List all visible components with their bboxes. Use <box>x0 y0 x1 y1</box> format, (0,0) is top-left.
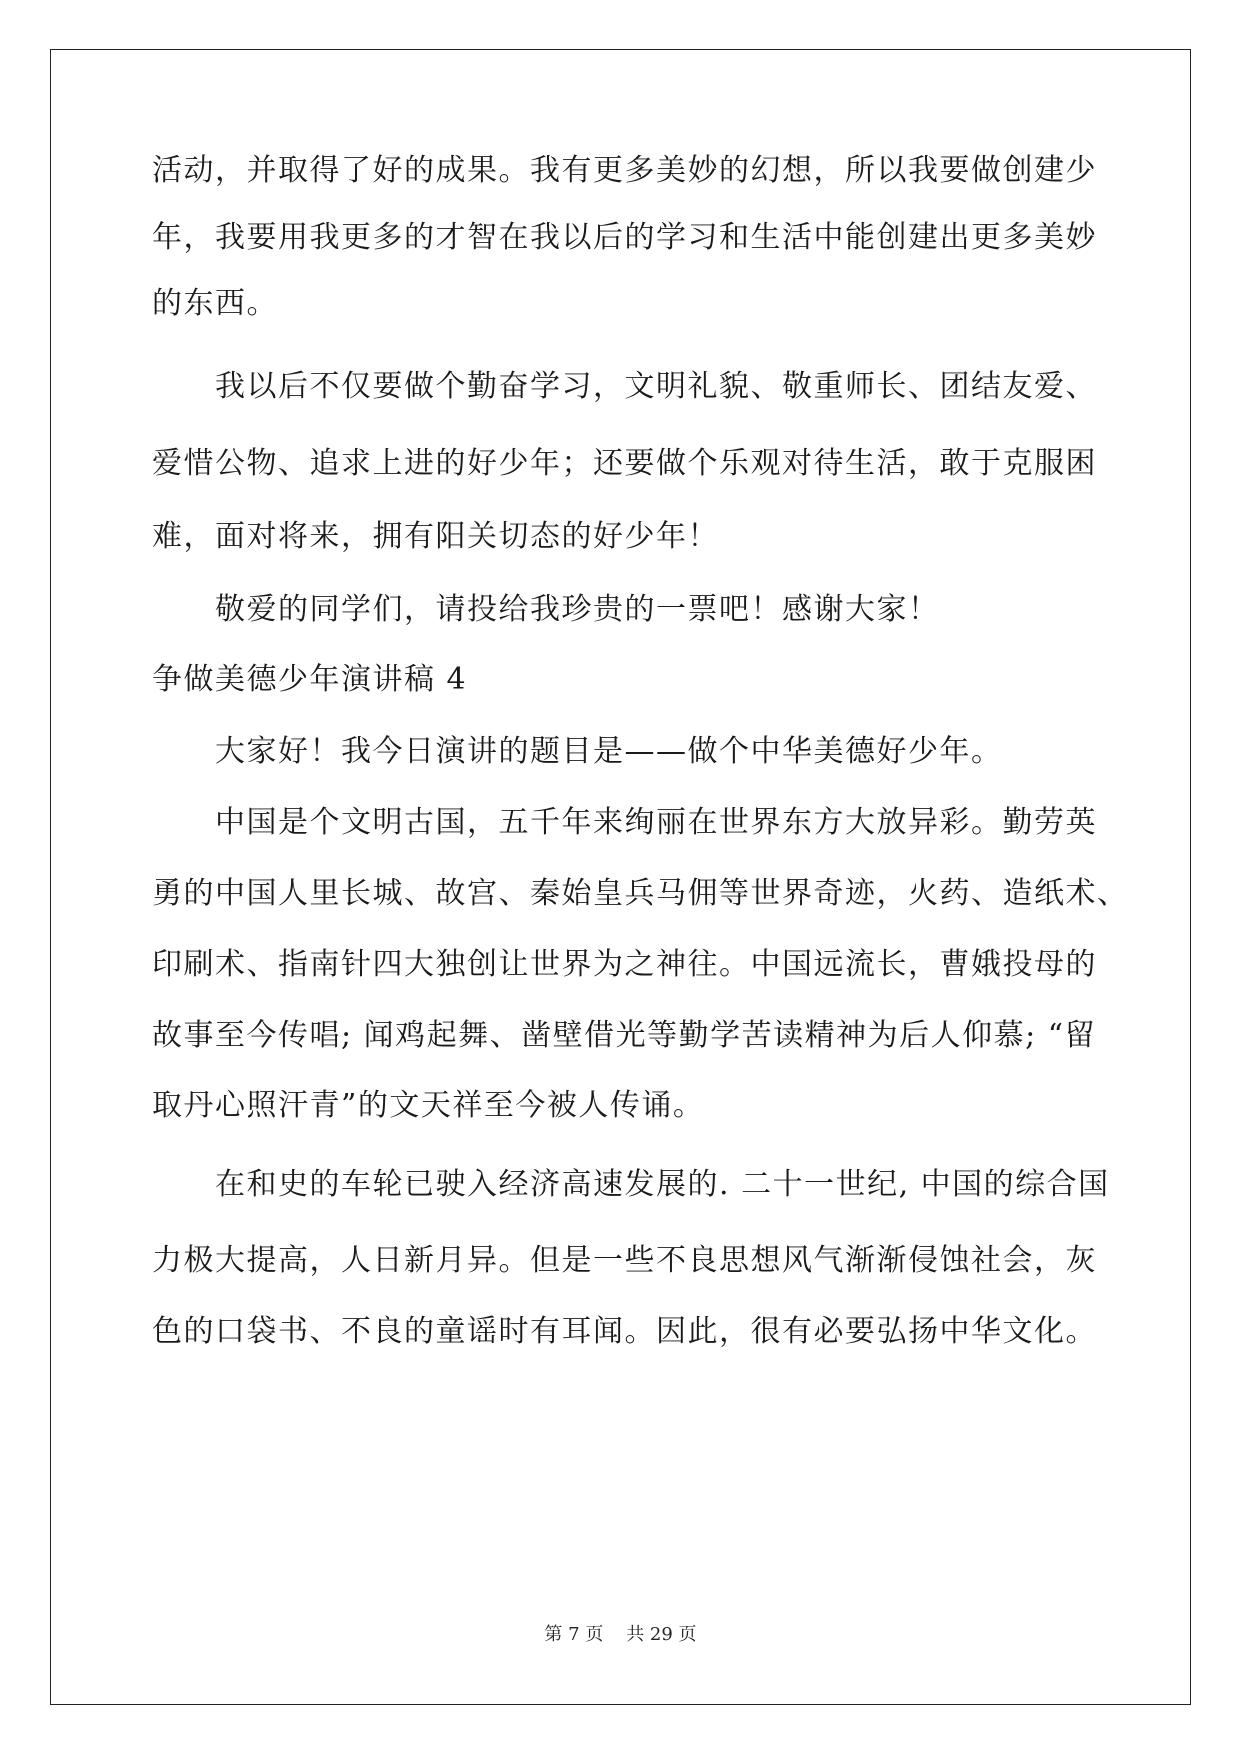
section-heading: 争做美德少年演讲稿 4 <box>152 662 468 697</box>
text-line: 故事至今传唱; 闻鸡起舞、凿壁借光等勤学苦读精神为后人仰慕; “留 <box>152 1018 1097 1053</box>
text-line: 中国是个文明古国，五千年来绚丽在世界东方大放异彩。勤劳英 <box>215 805 1097 840</box>
text-line: 年，我要用我更多的才智在我以后的学习和生活中能创建出更多美妙 <box>152 220 1097 255</box>
text-line: 活动，并取得了好的成果。我有更多美妙的幻想，所以我要做创建少 <box>152 153 1097 188</box>
text-line: 的东西。 <box>152 286 278 321</box>
text-line: 敬爱的同学们，请投给我珍贵的一票吧！感谢大家！ <box>215 592 940 627</box>
text-line: 取丹心照汗青”的文天祥至今被人传诵。 <box>152 1088 705 1123</box>
text-line: 大家好！我今日演讲的题目是——做个中华美德好少年。 <box>215 734 1003 769</box>
text-line: 爱惜公物、追求上进的好少年；还要做个乐观对待生活，敢于克服困 <box>152 446 1097 481</box>
text-line: 在和史的车轮已驶入经济高速发展的. 二十一世纪, 中国的综合国 <box>215 1167 1110 1202</box>
text-line: 难，面对将来，拥有阳关切态的好少年！ <box>152 519 719 554</box>
text-line: 我以后不仅要做个勤奋学习，文明礼貌、敬重师长、团结友爱、 <box>215 369 1097 404</box>
text-line: 勇的中国人里长城、故宫、秦始皇兵马佣等世界奇迹，火药、造纸术、 <box>152 876 1129 911</box>
page-footer <box>0 1624 1241 1646</box>
text-line: 色的口袋书、不良的童谣时有耳闻。因此，很有必要弘扬中华文化。 <box>152 1314 1097 1349</box>
text-line: 力极大提高，人日新月异。但是一些不良思想风气渐渐侵蚀社会，灰 <box>152 1243 1097 1278</box>
text-line: 印刷术、指南针四大独创让世界为之神往。中国远流长，曹娥投母的 <box>152 947 1097 982</box>
page-number: 第 7 页 共 29 页 <box>544 1624 697 1645</box>
